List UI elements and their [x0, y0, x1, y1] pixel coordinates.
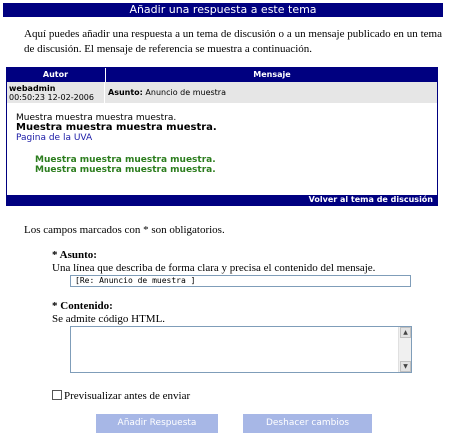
content-textarea[interactable] [70, 326, 412, 373]
subject-input[interactable]: [Re: Anuncio de muestra ] [70, 275, 411, 287]
message-meta [7, 82, 437, 103]
subject-label: Asunto: [108, 88, 143, 97]
body-line-green: Muestra muestra muestra muestra. [35, 165, 216, 175]
message-subject [108, 88, 226, 97]
body-line-green: Muestra muestra muestra muestra. [35, 155, 216, 165]
subject-value: Anuncio de muestra [145, 88, 226, 97]
author-name: webadmin [9, 84, 56, 93]
content-scrollbar[interactable] [398, 327, 411, 372]
preview-checkbox[interactable] [52, 390, 62, 400]
column-message: Mensaje [105, 68, 438, 82]
spacer [16, 143, 217, 155]
column-author: Autor [42, 70, 69, 79]
page-title: Añadir una respuesta a este tema [3, 3, 443, 17]
content-field-hint: Se admite código HTML. [52, 313, 166, 325]
author-cell [9, 84, 94, 102]
subject-field-label: * Asunto: [52, 249, 97, 261]
subject-field-hint: Una línea que describa de forma clara y precisa el contenido del mensaje. [52, 262, 376, 274]
author-date: 00:50:23 12-02-2006 [9, 93, 94, 102]
required-note: Los campos marcados con * son obligatorios. [24, 224, 225, 236]
uva-link[interactable]: Pagina de la UVA [16, 133, 93, 143]
preview-checkbox-label: Previsualizar antes de enviar [64, 390, 191, 402]
intro-text: Aquí puedes añadir una respuesta a un tema de discusión o a un mensaje publicado en un tema de discusión. El mensaje de referencia se muestra a continuación. [24, 28, 442, 55]
meta-divider [104, 82, 105, 103]
content-field-label: * Contenido: [52, 300, 113, 312]
message-footer [7, 195, 437, 205]
triangle-up-icon[interactable]: ▲ [400, 327, 411, 338]
message-header [7, 68, 437, 82]
submit-reply-button[interactable]: Añadir Respuesta [96, 414, 218, 433]
reference-message [6, 67, 438, 206]
reset-changes-button[interactable]: Deshacer cambios [243, 414, 372, 433]
triangle-down-icon[interactable]: ▼ [400, 361, 411, 372]
body-line-bold: Muestra muestra muestra muestra. [16, 122, 217, 133]
body-line: Muestra muestra muestra muestra. [16, 113, 177, 123]
message-body [16, 113, 217, 175]
back-to-topic-link[interactable]: Volver al tema de discusión [308, 195, 433, 204]
